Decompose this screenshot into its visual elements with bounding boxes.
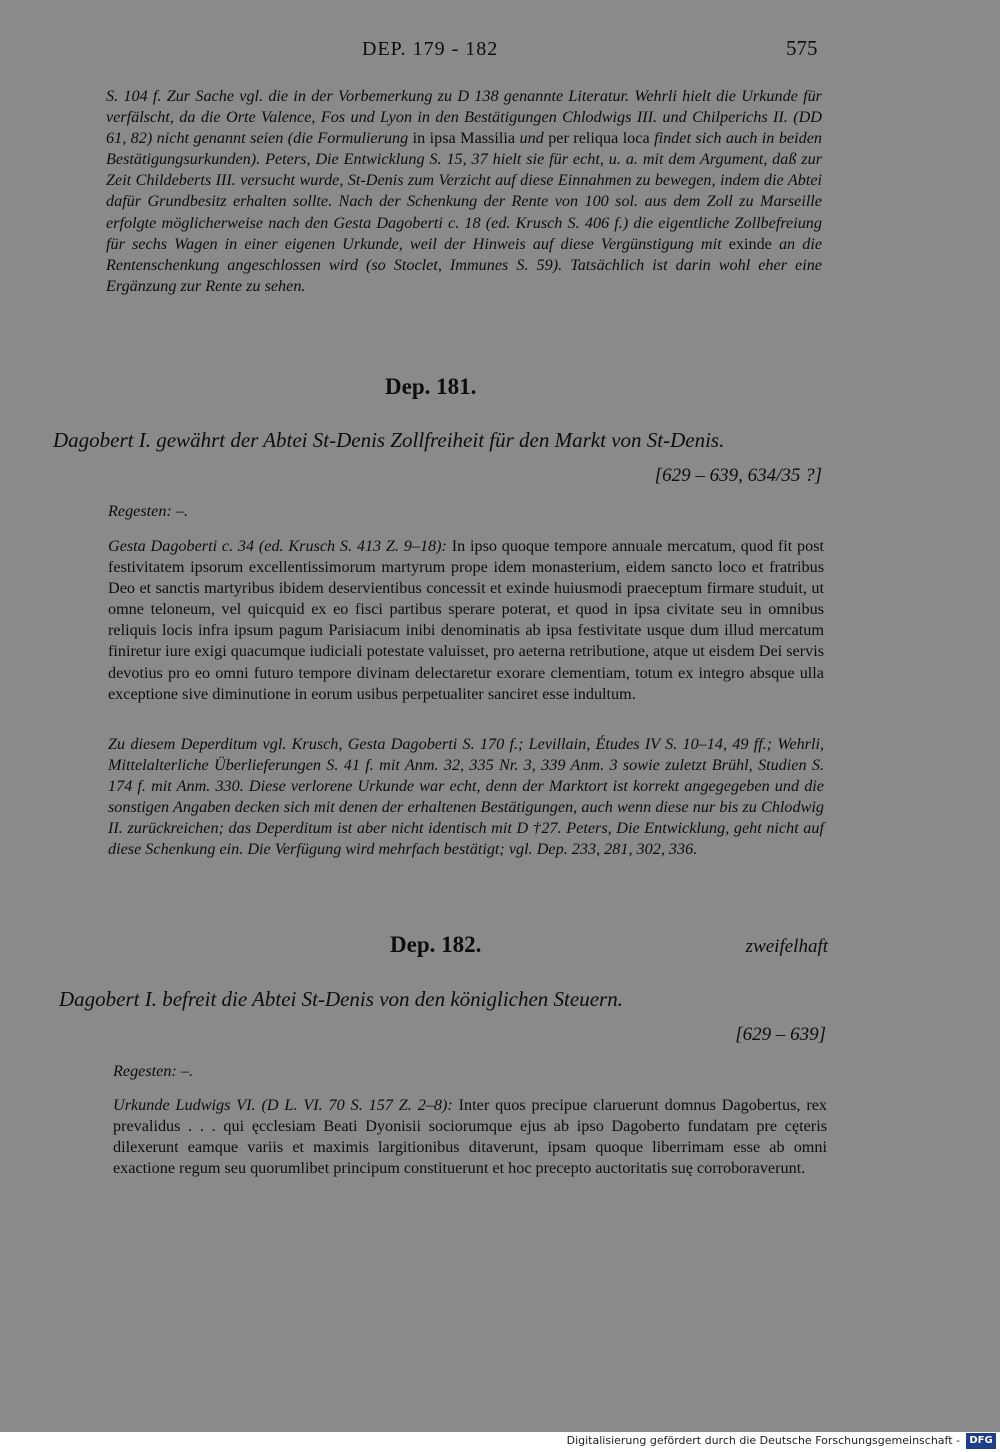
dep-182-source <box>113 1095 827 1179</box>
dep-182-heading: Dep. 182. <box>390 932 482 957</box>
dep-181-commentary: Zu diesem Deperditum vgl. Krusch, Gesta Dagoberti S. 170 f.; Levillain, Études IV S. 10–14, 49 ff.; Wehrli, Mittelalterliche Überlieferungen S. 41 f. mit Anm. 32, 335 Nr. 3, 339 Anm. 3 sowie zuletzt Brühl, Studien S. 174 f. mit Anm. 330. Diese verlorene Urkunde war echt, denn der Marktort ist korrekt angegegeben und die sonstigen Angaben decken sich mit denen der erhaltenen Bestätigungen, auch wenn diese nur bis zu Chlodwig II. zurückreichen; das Deperditum ist aber nicht identisch mit D †27. Peters, Die Entwicklung, geht nicht auf diese Schenkung ein. Die Verfügung wird mehrfach bestätigt; vgl. Dep. 233, 281, 302, 336. <box>108 735 824 859</box>
dep-181-regesten: Regesten: –. <box>108 502 189 520</box>
text-segment: Urkunde Ludwigs VI. (D L. VI. 70 S. 157 Z. 2–8): <box>113 1096 459 1114</box>
text-segment: per reliqua loca <box>548 129 655 148</box>
dep-182-title: Dagobert I. befreit die Abtei St-Denis von den königlichen Steuern. <box>59 987 623 1011</box>
text-segment: findet sich auch in beiden Bestätigungsurkunden). Peters, Die Entwicklung S. 15, 37 hielt sie für echt, u. a. mit dem Argument, daß zur Zeit Childeberts III. versucht wurde, St-Denis zum Verzicht auf diese Einnahmen zu bewegen, indem die Abtei dafür Grundbesitz erhalten sollte. Nach der Schenkung der Rente von 100 sol. aus dem Zoll zu Marseille erfolgte möglicherweise nach den Gesta Dagoberti c. 18 (ed. Krusch S. 406 f.) die eigentliche Zollbefreiung für sechs Wagen in einer eigenen Urkunde, weil der Hinweis auf diese Vergünstigung mit <box>106 129 822 253</box>
footer-bar <box>0 1432 1000 1452</box>
dep-182-regesten: Regesten: –. <box>113 1062 194 1080</box>
dep-182-date: [629 – 639] <box>735 1024 826 1045</box>
dep-181-heading: Dep. 181. <box>385 374 477 399</box>
funding-notice: Digitalisierung gefördert durch die Deutsche Forschungsgemeinschaft - <box>566 1434 960 1447</box>
dep-181-title: Dagobert I. gewährt der Abtei St-Denis Zollfreiheit für den Markt von St-Denis. <box>53 428 725 452</box>
text-segment: Gesta Dagoberti c. 34 (ed. Krusch S. 413 Z. 9–18): <box>108 537 452 555</box>
text-segment: S. 104 f. Zur Sache vgl. die in der Vorbemerkung zu D 138 genannte Literatur. Wehrli hielt die Urkunde für verfälscht, da die Orte Valence, Fos und Lyon in den Bestätigungen Chlodwigs III. und Chilperichs II. (DD 61, 82) nicht genannt seien (die Formulierung <box>106 87 822 148</box>
text-segment: und <box>519 129 549 148</box>
running-head: DEP. 179 - 182 <box>362 38 499 60</box>
intro-paragraph <box>106 86 822 297</box>
text-segment: In ipso quoque tempore annuale mercatum, quod fit post festivitatem ipsorum excellentissimorum martyrum prope idem monasterium, eidem sancto loco et fratribus Deo et sanctis martyribus ibidem deservientibus concessit et exinde huiusmodi praeceptum firmare studuit, ut omne teloneum, vel quicquid ex eo fisci partibus sperare poterat, et quod in ipsa civitate seu in omnibus reliquis locis infra ipsum pagum Parisiacum inibi denominatis ab ipsa festivitate usque dum illud mercatum finiretur iure exigi quacumque iudiciali potestate valuisset, pro aeterna retributione, atque ut eisdem Dei servis devotius pro eo omni futuro tempore divinam delectaretur exorare clementiam, totum ex integro absque ulla exceptione sive diminutione in eorum usibus perpetualiter sanciret esse indultum. <box>108 537 824 703</box>
text-segment: in ipsa Massilia <box>412 129 520 148</box>
dep-181-date: [629 – 639, 634/35 ?] <box>654 465 822 486</box>
dep-181-source <box>108 536 824 705</box>
page-number: 575 <box>786 36 818 60</box>
dep-182-status: zweifelhaft <box>745 936 828 957</box>
text-segment: Inter quos precipue claruerunt domnus Dagobertus, rex prevalidus . . . qui ęcclesiam Beati Dyonisii sociorumque ejus ab ipso Dagoberto fundatam pre cęteris dilexerunt eamque variis et maximis largitionibus ditaverunt, ipsam quoque liberrimam esse ab omni exactione regum seu quorumlibet principum constituerunt et hoc precepto auctoritatis suę corroboraverunt. <box>113 1096 827 1178</box>
text-segment: exinde <box>728 234 779 253</box>
dfg-logo: DFG <box>966 1433 996 1449</box>
text-segment: an die Rentenschenkung angeschlossen wird (so Stoclet, Immunes S. 59). Tatsächlich ist darin wohl eher eine Ergänzung zur Rente zu sehen. <box>106 234 823 295</box>
